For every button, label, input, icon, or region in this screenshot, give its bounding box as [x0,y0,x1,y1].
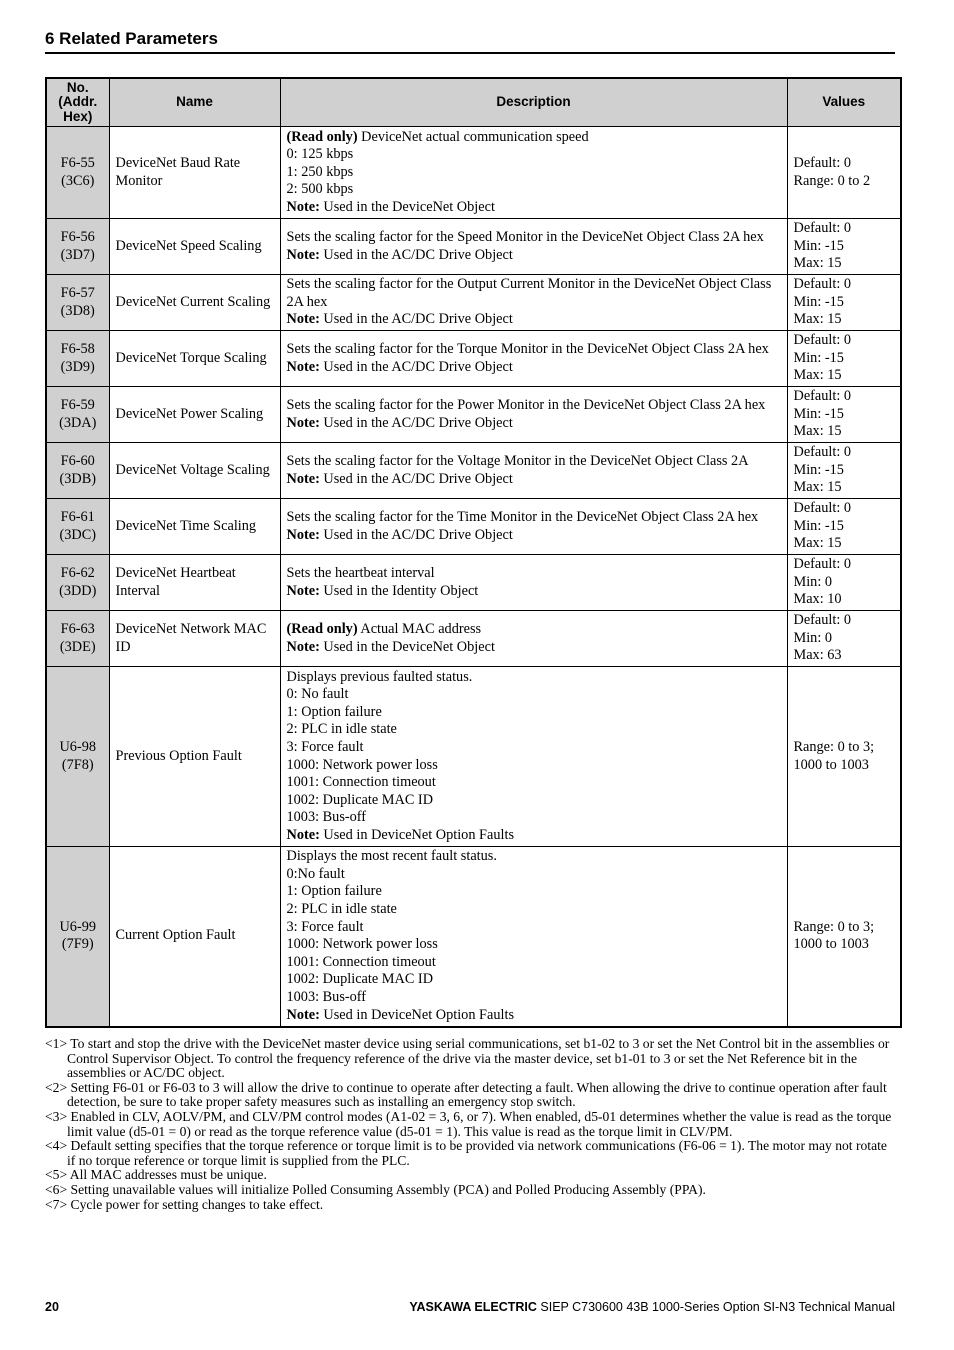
description-line [287,827,781,845]
value-line: Default: 0 [793,388,852,405]
description-line [287,936,781,954]
param-address: (3D9) [60,358,95,375]
description-text: 1000: Network power loss [286,756,438,773]
footnote: <4> Default setting specifies that the torque reference or torque limit is to be provided via network communications (F6-06 = 1). The motor may not rotate if no torque reference or torque limit is supplied from the PLC. [45,1138,887,1168]
description-text: Used in the AC/DC Drive Object [319,470,513,487]
value-line: Min: 0 [793,629,833,646]
value-line: Default: 0 [793,220,852,237]
table-header-row [46,78,901,127]
value-line: Max: 15 [793,479,842,496]
param-number: F6-62 [60,564,95,581]
param-values [787,555,901,611]
param-description [280,219,787,275]
header-no-line: Hex) [63,108,93,124]
header-values: Values [787,78,901,127]
table-row [46,387,901,443]
description-bold: Note: [286,414,320,431]
param-number-cell [46,387,109,443]
param-description [280,667,787,847]
description-line [287,919,781,937]
param-name: DeviceNet Voltage Scaling [109,443,280,499]
value-line: Max: 15 [793,311,842,328]
param-number-cell [46,127,109,219]
param-name: Current Option Fault [109,847,280,1027]
param-number-cell [46,219,109,275]
description-bold: Note: [286,1006,320,1023]
description-line [287,164,781,182]
table-row [46,499,901,555]
param-number-cell [46,611,109,667]
description-line [287,146,781,164]
description-text: Used in the AC/DC Drive Object [319,358,513,375]
description-line [287,453,781,471]
description-line [287,565,781,583]
param-name: DeviceNet Power Scaling [109,387,280,443]
param-description [280,555,787,611]
param-name: Previous Option Fault [109,667,280,847]
description-line [287,276,781,311]
param-address: (3DC) [59,526,97,543]
param-values [787,667,901,847]
description-text: 3: Force fault [286,738,364,755]
footnote: <5> All MAC addresses must be unique. [45,1167,267,1183]
param-description [280,275,787,331]
description-text: 2: 500 kbps [286,181,354,198]
param-values [787,847,901,1027]
param-description [280,847,787,1027]
param-number-cell [46,275,109,331]
description-line [287,509,781,527]
description-bold: Note: [286,470,320,487]
description-text: 1001: Connection timeout [286,774,436,791]
description-text: Used in the AC/DC Drive Object [319,526,513,543]
value-line: Default: 0 [793,612,852,629]
description-text: Used in DeviceNet Option Faults [319,826,515,843]
description-line [287,774,781,792]
description-line [287,199,781,217]
value-line: Range: 0 to 2 [793,172,871,189]
description-text: 0: 125 kbps [286,146,354,163]
param-number-cell [46,499,109,555]
description-text: Displays the most recent fault status. [286,848,497,865]
table-row [46,219,901,275]
param-number: F6-61 [60,508,95,525]
description-text: Sets the scaling factor for the Power Monitor in the DeviceNet Object Class 2A hex [286,396,766,413]
description-text: Actual MAC address [357,620,482,637]
description-bold: Note: [286,582,320,599]
description-bold: Note: [286,826,320,843]
param-address: (3DE) [59,638,96,655]
param-description [280,611,787,667]
description-text: 1002: Duplicate MAC ID [286,971,434,988]
param-number: U6-99 [59,918,97,935]
value-line: Min: -15 [793,237,844,254]
param-values [787,499,901,555]
description-text: 1002: Duplicate MAC ID [286,791,434,808]
description-text: 2: PLC in idle state [286,901,397,918]
description-text: Used in the AC/DC Drive Object [319,246,513,263]
description-text: Sets the scaling factor for the Speed Monitor in the DeviceNet Object Class 2A hex [286,228,764,245]
description-line [287,721,781,739]
description-line [287,866,781,884]
param-values [787,219,901,275]
value-line: Min: -15 [793,405,844,422]
description-text: 0: No fault [286,686,349,703]
param-name: DeviceNet Heartbeat Interval [109,555,280,611]
description-line [287,739,781,757]
param-address: (3D7) [60,246,95,263]
description-bold: Note: [286,358,320,375]
param-description [280,443,787,499]
description-bold: Note: [286,526,320,543]
param-number: F6-58 [60,340,95,357]
value-line: Max: 15 [793,367,842,384]
description-bold: Note: [286,246,320,263]
value-line: Max: 10 [793,591,842,608]
description-text: Used in DeviceNet Option Faults [319,1006,515,1023]
footnote: <7> Cycle power for setting changes to take effect. [45,1196,324,1212]
footnotes [45,1037,897,1212]
param-description [280,127,787,219]
param-address: (3D8) [60,302,95,319]
description-text: Used in the AC/DC Drive Object [319,311,513,328]
header-description: Description [280,78,787,127]
value-line: Min: 0 [793,573,833,590]
description-bold: (Read only) [286,128,358,145]
description-line [287,1007,781,1025]
description-line [287,971,781,989]
description-text: 1001: Connection timeout [286,953,436,970]
description-line [287,954,781,972]
description-bold: (Read only) [286,620,358,637]
param-name: DeviceNet Current Scaling [109,275,280,331]
param-name: DeviceNet Speed Scaling [109,219,280,275]
table-row [46,611,901,667]
value-line: Min: -15 [793,293,844,310]
description-text: 1003: Bus-off [286,989,367,1006]
table-row [46,847,901,1027]
param-name: DeviceNet Torque Scaling [109,331,280,387]
param-address: (3DA) [59,414,97,431]
header-name: Name [109,78,280,127]
description-line [287,669,781,687]
param-address: (7F9) [61,936,94,953]
description-text: Sets the scaling factor for the Output Current Monitor in the DeviceNet Object Class 2A hex [286,276,772,310]
description-line [287,311,781,329]
param-number-cell [46,443,109,499]
param-address: (7F8) [61,756,94,773]
description-text: 3: Force fault [286,918,364,935]
table-row [46,443,901,499]
value-line: Max: 15 [793,255,842,272]
param-number-cell [46,555,109,611]
param-description [280,387,787,443]
param-number-cell [46,331,109,387]
description-text: Used in the AC/DC Drive Object [319,414,513,431]
param-name: DeviceNet Baud Rate Monitor [109,127,280,219]
description-line [287,848,781,866]
footnote: <2> Setting F6-01 or F6-03 to 3 will allow the drive to continue to operate after detecting a fault. When allowing the drive to continue operation after fault detection, be sure to take proper safety measures such as installing an emergency stop switch. [45,1079,887,1110]
header-no [46,78,109,127]
description-text: 0:No fault [286,865,345,882]
description-line [287,359,781,377]
table-row [46,127,901,219]
value-line: Max: 15 [793,423,842,440]
description-text: Used in the DeviceNet Object [319,198,495,215]
param-number: F6-63 [60,620,95,637]
description-line [287,809,781,827]
param-number-cell [46,667,109,847]
param-description [280,499,787,555]
description-line [287,686,781,704]
header-no-line: (Addr. [58,94,98,110]
page-number: 20 [45,1300,59,1314]
header-no-line: No. [66,79,89,95]
value-line: Default: 0 [793,276,852,293]
param-address: (3DD) [59,582,97,599]
description-text: 1: Option failure [286,703,382,720]
description-line [287,901,781,919]
value-line: Default: 0 [793,444,852,461]
description-line [287,704,781,722]
table-row [46,331,901,387]
param-values [787,443,901,499]
description-text: Sets the heartbeat interval [286,564,435,581]
description-line [287,527,781,545]
description-line [287,181,781,199]
value-line: 1000 to 1003 [793,756,869,773]
table-row [46,667,901,847]
value-line: Default: 0 [793,332,852,349]
footnote: <6> Setting unavailable values will initialize Polled Consuming Assembly (PCA) and Polled Producing Assembly (PPA). [45,1181,706,1197]
param-address: (3C6) [61,172,95,189]
param-number: F6-56 [60,228,95,245]
description-line [287,247,781,265]
description-line [287,129,781,147]
value-line: Range: 0 to 3; [793,918,875,935]
footer-title-text: SIEP C730600 43B 1000-Series Option SI-N3 Technical Manual [536,1300,895,1314]
table-row [46,275,901,331]
footnote: <1> To start and stop the drive with the DeviceNet master device using serial communications, set b1-02 to 3 or set the Net Control bit in the assemblies or Control Supervisor Object. To control the frequency reference of the drive via the master device, set b1-01 to 3 or set the Net Reference bit in the assemblies or AC/DC object. [45,1036,890,1081]
value-line: Max: 63 [793,647,842,664]
value-line: 1000 to 1003 [793,936,869,953]
description-text: 2: PLC in idle state [286,721,397,738]
description-text: DeviceNet actual communication speed [357,128,589,145]
description-bold: Note: [286,638,320,655]
value-line: Max: 15 [793,535,842,552]
description-text: Sets the scaling factor for the Time Monitor in the DeviceNet Object Class 2A hex [286,508,759,525]
value-line: Min: -15 [793,349,844,366]
param-name: DeviceNet Time Scaling [109,499,280,555]
description-text: 1: Option failure [286,883,382,900]
value-line: Default: 0 [793,154,852,171]
description-line [287,621,781,639]
param-number: U6-98 [59,738,97,755]
table-row [46,555,901,611]
description-text: Displays previous faulted status. [286,668,473,685]
description-line [287,639,781,657]
description-text: Used in the Identity Object [319,582,479,599]
param-number: F6-60 [60,452,95,469]
description-line [287,471,781,489]
footer-brand: YASKAWA ELECTRIC [409,1300,537,1314]
param-values [787,331,901,387]
value-line: Default: 0 [793,500,852,517]
description-line [287,883,781,901]
param-number: F6-57 [60,284,95,301]
description-bold: Note: [286,311,320,328]
description-bold: Note: [286,198,320,215]
description-text: 1: 250 kbps [286,163,354,180]
description-line [287,757,781,775]
param-number: F6-55 [60,154,95,171]
parameter-table [45,77,902,1028]
description-line [287,583,781,601]
description-text: Used in the DeviceNet Object [319,638,495,655]
description-text: 1003: Bus-off [286,809,367,826]
param-number-cell [46,847,109,1027]
description-line [287,397,781,415]
description-text: 1000: Network power loss [286,936,438,953]
param-values [787,387,901,443]
value-line: Min: -15 [793,461,844,478]
param-address: (3DB) [59,470,97,487]
footer-manual-title [409,1300,895,1314]
param-values [787,127,901,219]
value-line: Min: -15 [793,517,844,534]
param-name: DeviceNet Network MAC ID [109,611,280,667]
section-title: 6 Related Parameters [45,29,895,54]
description-line [287,989,781,1007]
description-line [287,792,781,810]
param-values [787,275,901,331]
description-text: Sets the scaling factor for the Torque Monitor in the DeviceNet Object Class 2A hex [286,340,769,357]
footnote: <3> Enabled in CLV, AOLV/PM, and CLV/PM control modes (A1-02 = 3, 6, or 7). When enabled, d5-01 determines whether the value is read as the torque limit value (d5-01 = 0) or read as the torque reference value (d5-01 = 1). This value is read as the torque limit in CLV/PM. [45,1108,892,1139]
value-line: Default: 0 [793,556,852,573]
param-number: F6-59 [60,396,95,413]
param-description [280,331,787,387]
param-values [787,611,901,667]
description-line [287,415,781,433]
description-line [287,229,781,247]
description-text: Sets the scaling factor for the Voltage Monitor in the DeviceNet Object Class 2A [286,452,749,469]
value-line: Range: 0 to 3; [793,738,875,755]
description-line [287,341,781,359]
